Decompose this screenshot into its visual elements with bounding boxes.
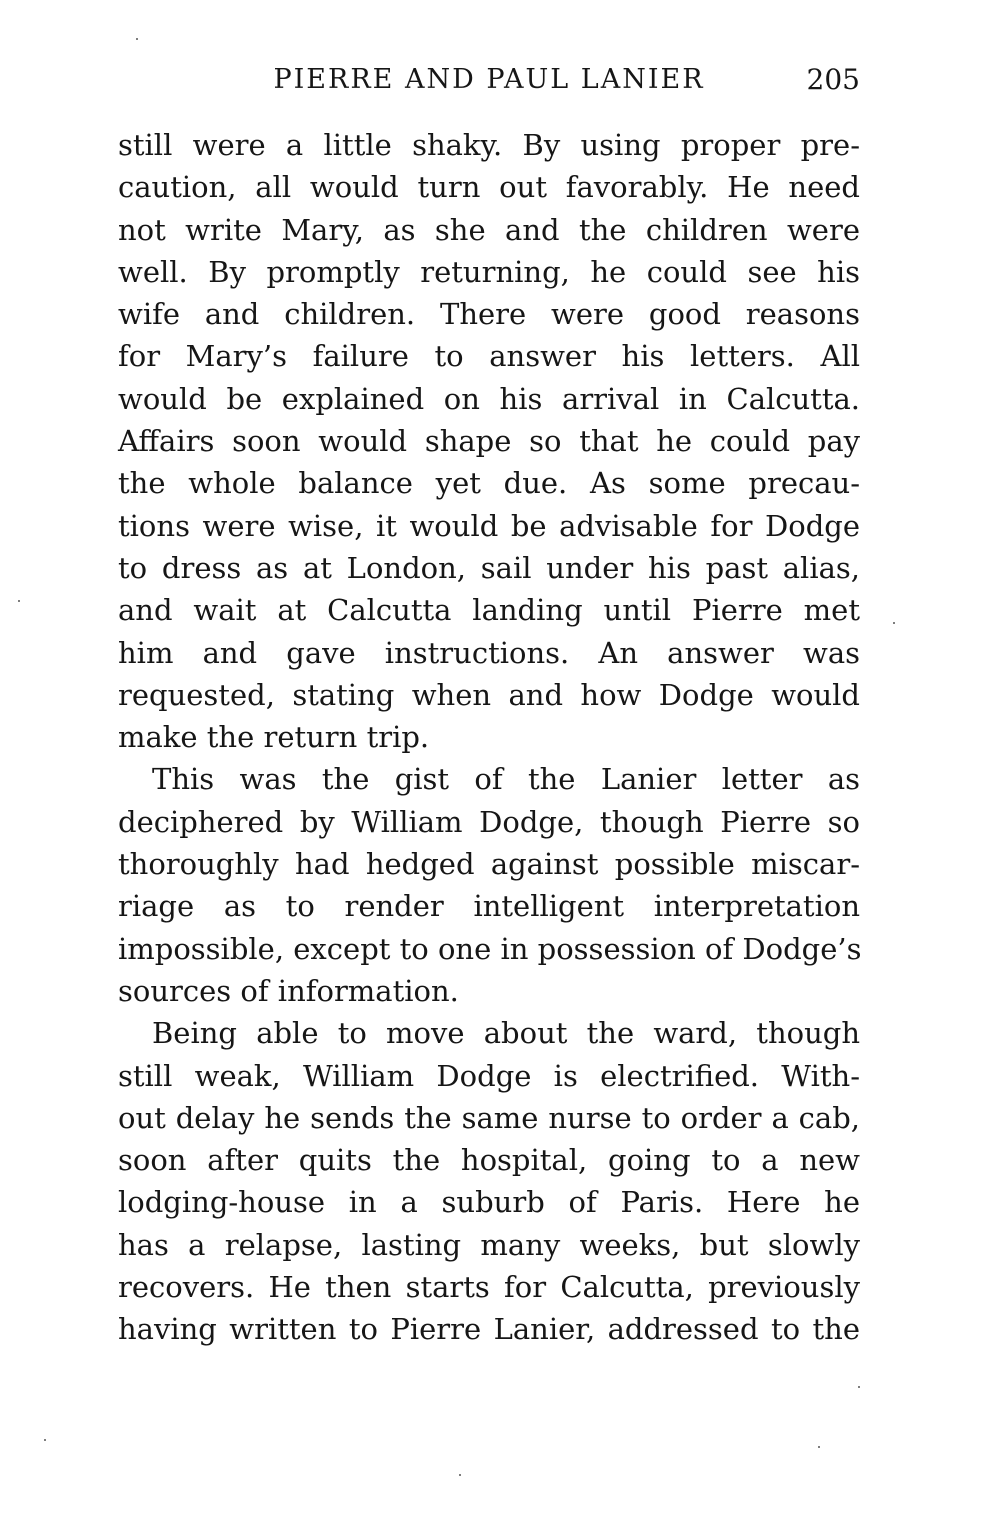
page-number: 205 bbox=[806, 63, 860, 96]
text-line: having written to Pierre Lanier, addressed to the bbox=[118, 1312, 860, 1347]
scan-speck bbox=[459, 1474, 461, 1476]
scan-speck bbox=[18, 600, 20, 602]
text-line: make the return trip. bbox=[118, 720, 430, 755]
running-title: PIERRE AND PAUL LANIER bbox=[273, 64, 705, 95]
scan-speck bbox=[893, 622, 895, 624]
scan-speck bbox=[818, 1446, 820, 1448]
text-line: would be explained on his arrival in Calcutta. bbox=[118, 381, 860, 416]
text-line: lodging-house in a suburb of Paris. Here he bbox=[118, 1185, 860, 1220]
text-line: This was the gist of the Lanier letter as bbox=[152, 762, 860, 797]
text-line: soon after quits the hospital, going to a new bbox=[118, 1143, 860, 1178]
scan-speck bbox=[44, 1439, 46, 1441]
text-line: thoroughly had hedged against possible miscar- bbox=[118, 847, 860, 882]
text-line: impossible, except to one in possession of Dodge’s bbox=[118, 931, 862, 966]
text-line: Affairs soon would shape so that he could pay bbox=[118, 424, 860, 459]
text-line: requested, stating when and how Dodge would bbox=[118, 677, 860, 712]
text-line: wife and children. There were good reasons bbox=[118, 297, 860, 332]
text-line: the whole balance yet due. As some precau- bbox=[118, 466, 860, 501]
text-line: Being able to move about the ward, though bbox=[152, 1016, 860, 1051]
text-line: him and gave instructions. An answer was bbox=[118, 635, 860, 670]
body-text bbox=[118, 124, 860, 1351]
text-line: caution, all would turn out favorably. He need bbox=[118, 170, 860, 205]
text-line: deciphered by William Dodge, though Pierre so bbox=[118, 804, 860, 839]
scan-speck bbox=[858, 1386, 860, 1388]
scan-speck bbox=[136, 38, 138, 40]
text-line: still were a little shaky. By using proper pre- bbox=[118, 128, 860, 162]
text-line: still weak, William Dodge is electrified. With- bbox=[118, 1058, 860, 1093]
text-line: recovers. He then starts for Calcutta, previously bbox=[118, 1270, 860, 1305]
text-line: out delay he sends the same nurse to order a cab, bbox=[118, 1100, 860, 1135]
text-line: sources of information. bbox=[118, 973, 459, 1008]
text-line: not write Mary, as she and the children were bbox=[118, 212, 860, 247]
text-line: riage as to render intelligent interpretation bbox=[118, 889, 860, 924]
text-line: tions were wise, it would be advisable for Dodge bbox=[118, 508, 860, 543]
page-header bbox=[118, 58, 860, 102]
text-line: to dress as at London, sail under his past alias, bbox=[118, 550, 860, 585]
text-line: and wait at Calcutta landing until Pierre met bbox=[118, 593, 860, 628]
text-line: has a relapse, lasting many weeks, but slowly bbox=[118, 1227, 860, 1262]
text-line: for Mary’s failure to answer his letters. All bbox=[118, 339, 860, 374]
text-line: well. By promptly returning, he could see his bbox=[118, 254, 860, 289]
